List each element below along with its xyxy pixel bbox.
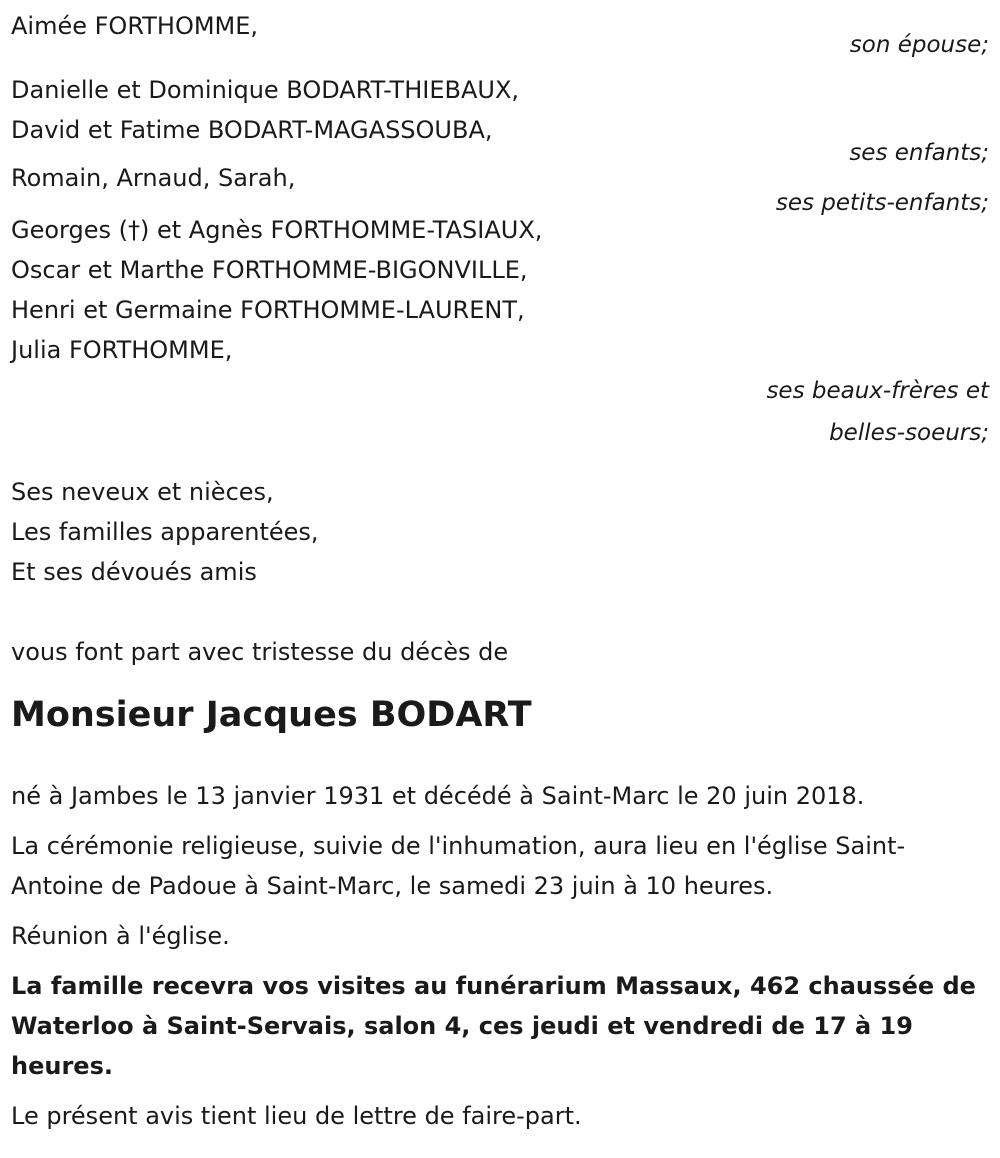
in-law-name: Oscar et Marthe FORTHOMME-BIGONVILLE,: [11, 256, 528, 284]
child-name: David et Fatime BODART-MAGASSOUBA,: [11, 116, 493, 144]
birth-death-text: né à Jambes le 13 janvier 1931 et décédé à Saint-Marc le 20 juin 2018.: [11, 782, 865, 810]
children-role: ses enfants;: [849, 140, 989, 166]
others-line: Les familles apparentées,: [11, 518, 319, 546]
grandchildren-names: Romain, Arnaud, Sarah,: [11, 164, 296, 192]
ceremony-line: Antoine de Padoue à Saint-Marc, le samedi 23 juin à 10 heures.: [11, 872, 774, 900]
ceremony-text: [11, 826, 989, 906]
ceremony-line: La cérémonie religieuse, suivie de l'inhumation, aura lieu en l'église Saint-: [11, 832, 906, 860]
in-laws-role-line: belles-soeurs;: [829, 420, 989, 446]
deceased-name: Monsieur Jacques BODART: [11, 695, 532, 735]
others-line: Et ses dévoués amis: [11, 558, 257, 586]
closing-text: Le présent avis tient lieu de lettre de faire-part.: [11, 1102, 582, 1130]
in-laws-role-line: ses beaux-frères et: [766, 378, 989, 404]
in-law-name: Julia FORTHOMME,: [11, 336, 233, 364]
visits-line: heures.: [11, 1052, 113, 1080]
in-law-name: Georges (†) et Agnès FORTHOMME-TASIAUX,: [11, 216, 543, 244]
child-name: Danielle et Dominique BODART-THIEBAUX,: [11, 76, 520, 104]
announcement-text: vous font part avec tristesse du décès de: [11, 638, 509, 666]
visits-line: La famille recevra vos visites au funérarium Massaux, 462 chaussée de: [11, 972, 976, 1000]
spouse-role: son épouse;: [849, 32, 989, 58]
meeting-text: Réunion à l'église.: [11, 922, 230, 950]
spouse-name: Aimée FORTHOMME,: [11, 12, 259, 40]
grandchildren-role: ses petits-enfants;: [775, 190, 989, 216]
obituary-notice: [11, 6, 989, 1146]
visits-text: [11, 966, 989, 1086]
visits-line: Waterloo à Saint-Servais, salon 4, ces jeudi et vendredi de 17 à 19: [11, 1012, 913, 1040]
in-law-name: Henri et Germaine FORTHOMME-LAURENT,: [11, 296, 525, 324]
others-line: Ses neveux et nièces,: [11, 478, 274, 506]
